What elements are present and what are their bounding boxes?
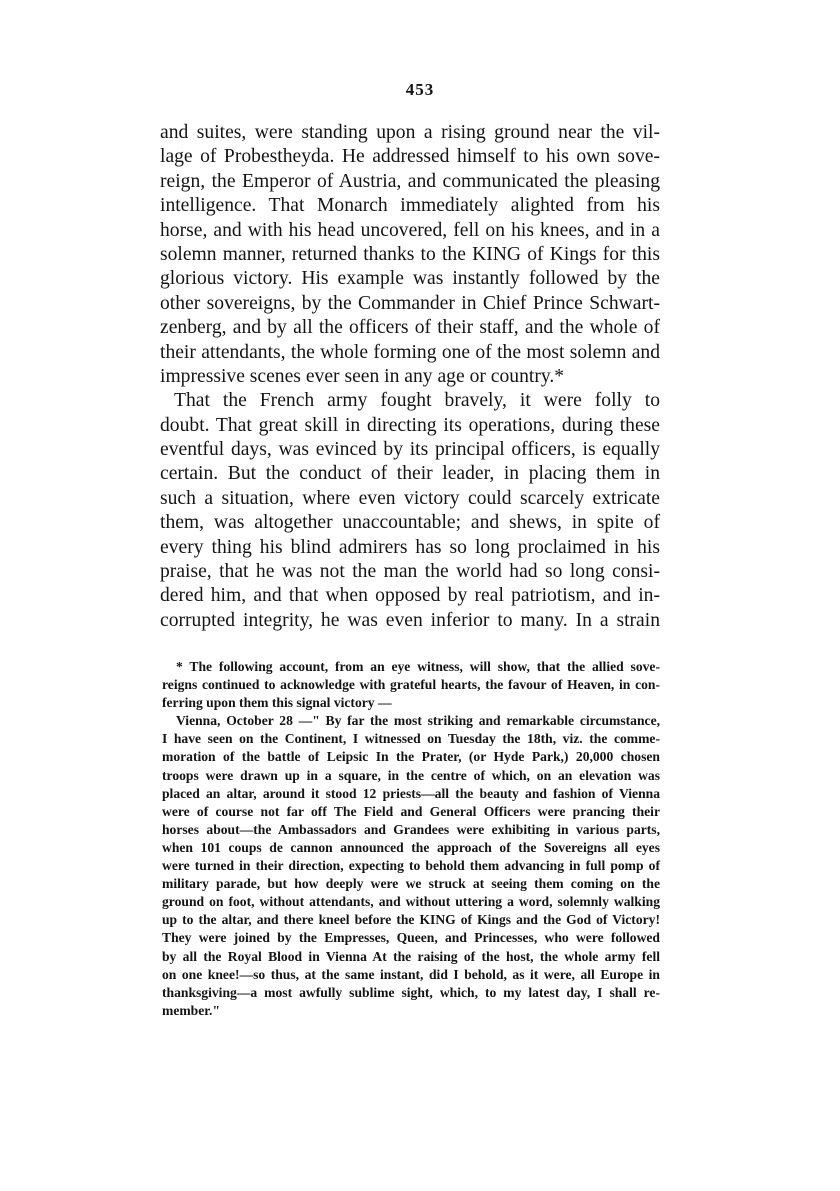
text-line: them, was altogether unaccountable; and shews, in spite of xyxy=(160,512,660,534)
text-line: intelligence. That Monarch immediately alighted from his xyxy=(160,195,660,217)
footnote-line: troops were drawn up in a square, in the centre of which, on an elevation was xyxy=(162,767,660,783)
footnote-line: placed an altar, around it stood 12 priests—all the beauty and fashion of Vienna xyxy=(162,785,660,801)
text-line: glorious victory. His example was instantly followed by the xyxy=(160,268,660,290)
footnote-line: ferring upon them this signal victory — xyxy=(162,695,392,711)
footnote-line: when 101 coups de cannon announced the approach of the Sovereigns all eyes xyxy=(162,839,660,855)
text-line: lage of Probestheyda. He addressed himself to his own sove- xyxy=(160,146,660,168)
text-line: solemn manner, returned thanks to the KING of Kings for this xyxy=(160,243,660,265)
text-line: praise, that he was not the man the world had so long consi- xyxy=(160,561,660,583)
text-line: horse, and with his head uncovered, fell on his knees, and in a xyxy=(160,219,660,241)
text-line: and suites, were standing upon a rising ground near the vil- xyxy=(160,122,660,143)
footnote-line: military parade, but how deeply were we struck at seeing them coming on the xyxy=(162,876,660,892)
footnote-line: were of course not far off The Field and General Officers were prancing their xyxy=(162,803,660,819)
footnote-line: moration of the battle of Leipsic In the Prater, (or Hyde Park,) 20,000 chosen xyxy=(162,749,660,765)
text-line: zenberg, and by all the officers of their staff, and the whole of xyxy=(160,317,660,339)
main-text xyxy=(160,121,660,633)
footnote-line: member." xyxy=(162,1002,221,1018)
footnote-line: Vienna, October 28 —" By far the most striking and remarkable circumstance, xyxy=(176,713,660,729)
footnote-line: I have seen on the Continent, I witnessed on Tuesday the 18th, viz. the comme- xyxy=(162,731,660,747)
paragraph-start-line: That the French army fought bravely, it were folly to xyxy=(174,390,660,412)
footnote-line: thanksgiving—a most awfully sublime sight, which, to my latest day, I shall re- xyxy=(162,984,660,1000)
text-line: certain. But the conduct of their leader, in placing them in xyxy=(160,463,660,485)
page-number: 453 xyxy=(405,80,435,99)
footnote-line: were turned in their direction, expecting to behold them advancing in full pomp of xyxy=(162,858,660,874)
text-line: doubt. That great skill in directing its operations, during these xyxy=(160,414,660,436)
footnote-line: reigns continued to acknowledge with grateful hearts, the favour of Heaven, in con- xyxy=(162,677,660,693)
text-line: corrupted integrity, he was even inferior to many. In a strain xyxy=(160,609,660,631)
footnote-line: horses about—the Ambassadors and Grandees were exhibiting in various parts, xyxy=(162,821,660,837)
text-line: every thing his blind admirers has so long proclaimed in his xyxy=(160,536,660,558)
text-line: such a situation, where even victory could scarcely extricate xyxy=(160,487,660,509)
text-line: their attendants, the whole forming one of the most solemn and xyxy=(160,341,660,363)
footnote-line: ground on foot, without attendants, and without uttering a word, solemnly walking xyxy=(162,894,660,910)
footnote-line: on one knee!—so thus, at the same instant, did I behold, as it were, all Europe in xyxy=(162,966,660,982)
text-line: dered him, and that when opposed by real patriotism, and in- xyxy=(160,585,660,607)
footnote-line: * The following account, from an eye witness, will show, that the allied sove- xyxy=(176,659,660,674)
footnote-line: by all the Royal Blood in Vienna At the raising of the host, the whole army fell xyxy=(162,948,660,964)
text-line: other sovereigns, by the Commander in Chief Prince Schwart- xyxy=(160,292,660,314)
footnote-line: They were joined by the Empresses, Queen, and Princesses, who were followed xyxy=(162,930,660,946)
text-line: impressive scenes ever seen in any age or country.* xyxy=(160,365,565,387)
footnote xyxy=(162,658,660,1020)
text-line: reign, the Emperor of Austria, and communicated the pleasing xyxy=(160,170,660,192)
footnote-line: up to the altar, and there kneel before the KING of Kings and the God of Victory! xyxy=(162,912,660,928)
text-line: eventful days, was evinced by its principal officers, is equally xyxy=(160,439,660,461)
